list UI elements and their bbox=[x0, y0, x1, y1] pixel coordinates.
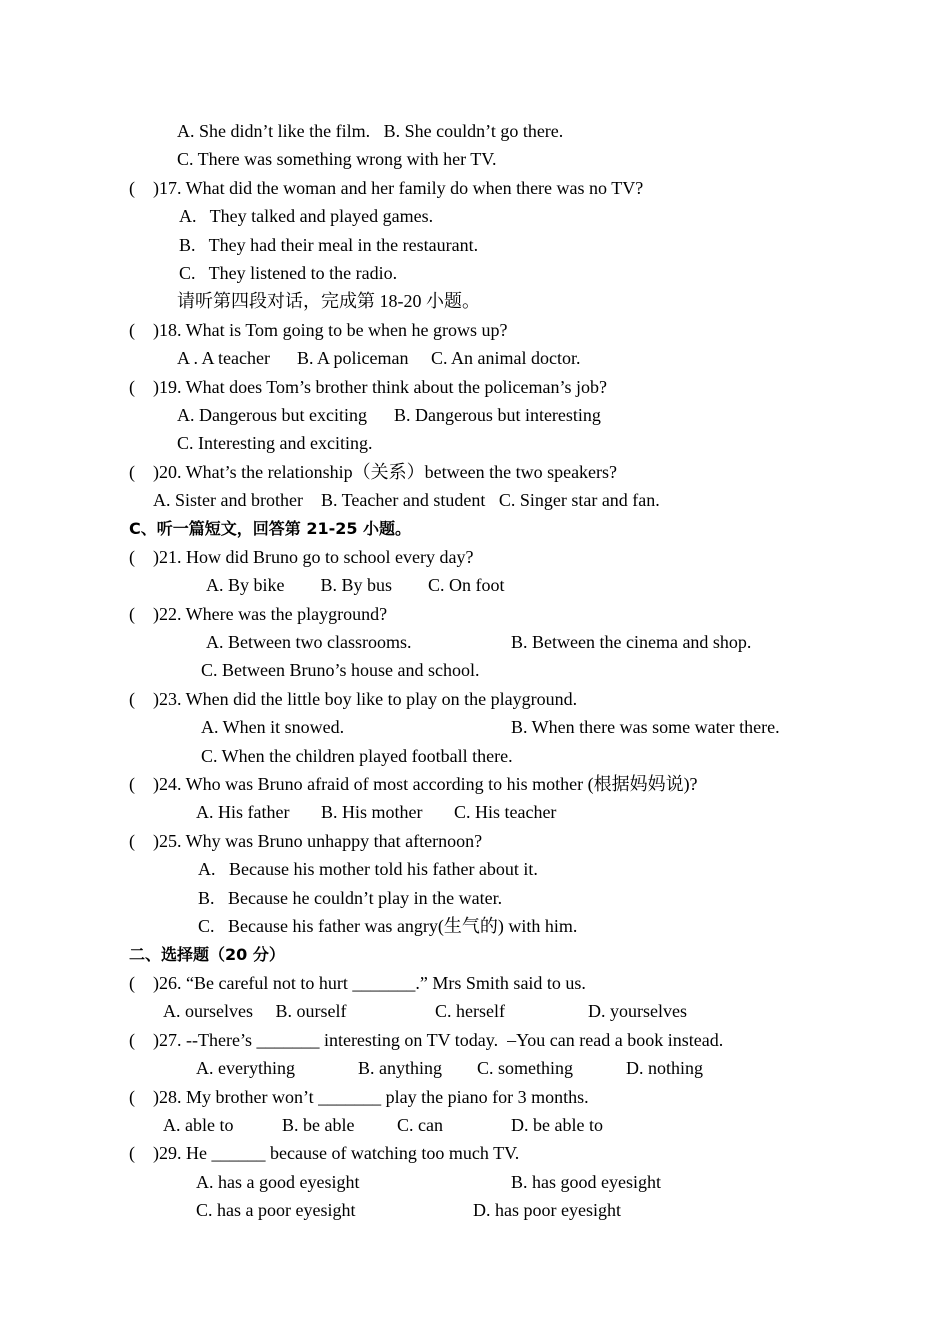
q22-option-a: A. Between two classrooms. bbox=[206, 632, 412, 652]
q19-options-ab: A. Dangerous but exciting B. Dangerous but interesting bbox=[177, 405, 601, 425]
q17-option-c: C. They listened to the radio. bbox=[179, 263, 398, 283]
q29-option-d: D. has poor eyesight bbox=[473, 1200, 621, 1220]
q28-option-a: A. able to bbox=[163, 1115, 234, 1135]
question-22: ( )22. Where was the playground? bbox=[129, 604, 388, 624]
q27-option-b: B. anything bbox=[358, 1058, 442, 1078]
q25-option-a: A. Because his mother told his father about it. bbox=[198, 859, 538, 879]
q27-option-c: C. something bbox=[477, 1058, 574, 1078]
question-23: ( )23. When did the little boy like to play on the playground. bbox=[129, 689, 578, 709]
q17-option-b: B. They had their meal in the restaurant. bbox=[179, 235, 479, 255]
q16-option-c: C. There was something wrong with her TV. bbox=[177, 149, 497, 169]
q28-option-d: D. be able to bbox=[511, 1115, 603, 1135]
section-c-heading: C、听一篇短文，回答第 21-25 小题。 bbox=[129, 519, 412, 538]
q23-option-a: A. When it snowed. bbox=[201, 717, 345, 737]
q25-option-b: B. Because he couldn’t play in the water. bbox=[198, 888, 503, 908]
q27-option-a: A. everything bbox=[196, 1058, 295, 1078]
q25-option-c: C. Because his father was angry(生气的) with him. bbox=[198, 916, 578, 936]
section-instruction: 请听第四段对话，完成第 18-20 小题。 bbox=[177, 291, 480, 311]
q21-options: A. By bike B. By bus C. On foot bbox=[206, 575, 505, 595]
q24-options: A. His father B. His mother C. His teacher bbox=[196, 802, 557, 822]
q18-options: A . A teacher B. A policeman C. An animal doctor. bbox=[177, 348, 581, 368]
q26-option-c: C. herself bbox=[435, 1001, 505, 1021]
question-25: ( )25. Why was Bruno unhappy that afternoon? bbox=[129, 831, 483, 851]
question-28: ( )28. My brother won’t _______ play the piano for 3 months. bbox=[129, 1087, 589, 1107]
q26-option-d: D. yourselves bbox=[588, 1001, 687, 1021]
q16-options-ab: A. She didn’t like the film. B. She couldn’t go there. bbox=[177, 121, 564, 141]
q17-option-a: A. They talked and played games. bbox=[179, 206, 434, 226]
q29-option-b: B. has good eyesight bbox=[511, 1172, 661, 1192]
q23-option-c: C. When the children played football there. bbox=[201, 746, 513, 766]
question-26: ( )26. “Be careful not to hurt _______.” Mrs Smith said to us. bbox=[129, 973, 586, 993]
question-17: ( )17. What did the woman and her family do when there was no TV? bbox=[129, 178, 644, 198]
q22-option-b: B. Between the cinema and shop. bbox=[511, 632, 752, 652]
question-18: ( )18. What is Tom going to be when he grows up? bbox=[129, 320, 508, 340]
question-24: ( )24. Who was Bruno afraid of most according to his mother (根据妈妈说)? bbox=[129, 774, 698, 794]
q22-option-c: C. Between Bruno’s house and school. bbox=[201, 660, 480, 680]
question-27: ( )27. --There’s _______ interesting on TV today. –You can read a book instead. bbox=[129, 1030, 724, 1050]
q19-option-c: C. Interesting and exciting. bbox=[177, 433, 373, 453]
question-29: ( )29. He ______ because of watching too much TV. bbox=[129, 1143, 520, 1163]
q27-option-d: D. nothing bbox=[626, 1058, 704, 1078]
q28-option-b: B. be able bbox=[282, 1115, 355, 1135]
q20-options: A. Sister and brother B. Teacher and student C. Singer star and fan. bbox=[153, 490, 660, 510]
q29-option-a: A. has a good eyesight bbox=[196, 1172, 360, 1192]
q28-option-c: C. can bbox=[397, 1115, 443, 1135]
q23-option-b: B. When there was some water there. bbox=[511, 717, 780, 737]
question-20: ( )20. What’s the relationship（关系）between the two speakers? bbox=[129, 462, 618, 482]
q29-option-c: C. has a poor eyesight bbox=[196, 1200, 356, 1220]
section-2-heading: 二、选择题（20 分） bbox=[129, 945, 285, 964]
question-21: ( )21. How did Bruno go to school every day? bbox=[129, 547, 474, 567]
question-19: ( )19. What does Tom’s brother think about the policeman’s job? bbox=[129, 377, 607, 397]
q26-options-ab: A. ourselves B. ourself bbox=[163, 1001, 347, 1021]
